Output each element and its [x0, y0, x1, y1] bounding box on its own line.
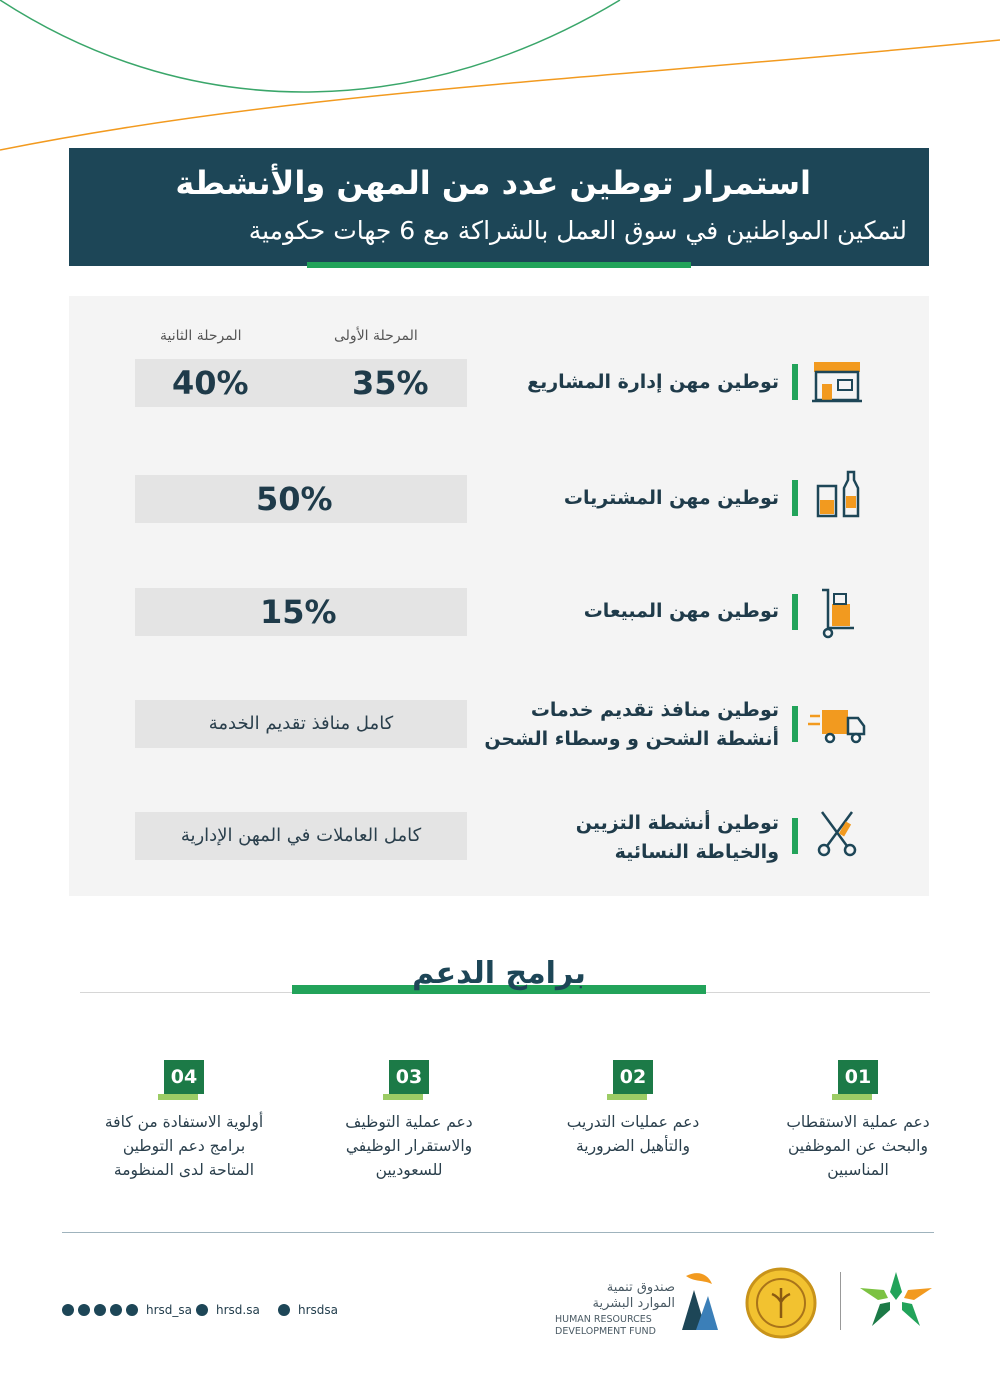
instagram-icon [78, 1304, 90, 1316]
row-label-project-management: توطين مهن إدارة المشاريع [527, 371, 779, 393]
row-value-cell [135, 475, 467, 523]
support-item-line: برامج دعم التوطين [122, 1137, 246, 1155]
page-subtitle: لتمكين المواطنين في سوق العمل بالشراكة مع 6 جهات حكومية [248, 216, 907, 245]
x-icon [62, 1304, 74, 1316]
row-marker [792, 364, 798, 400]
social-link-snapchat[interactable] [278, 1301, 338, 1319]
row-marker [792, 594, 798, 630]
phase-two-label: المرحلة الثانية [160, 328, 242, 344]
row-label-line: أنشطة الشحن و وسطاء الشحن [484, 728, 779, 750]
store-icon [808, 352, 868, 412]
support-item-number: 02 [613, 1060, 653, 1094]
delivery-truck-icon [808, 694, 868, 754]
row-value-cell [135, 359, 467, 407]
social-handle: hrsd.sa [216, 1303, 260, 1317]
fund-name-english [555, 1314, 675, 1338]
snapchat-icon [278, 1304, 290, 1316]
row-label-shipping [484, 696, 779, 754]
support-item-line: والاستقرار الوظيفي [345, 1137, 473, 1155]
support-item-line: المتاحة لدى المنظومة [113, 1161, 255, 1179]
row-value-cell [135, 812, 467, 860]
linkedin-icon [126, 1304, 138, 1316]
row-label-tailoring [576, 809, 779, 867]
fund-name-line: الموارد البشرية [592, 1296, 675, 1311]
phase-one-value: 35% [352, 364, 429, 402]
row-marker [792, 706, 798, 742]
support-item-number: 04 [164, 1060, 204, 1094]
support-item-02 [533, 1060, 733, 1158]
support-item-text [309, 1110, 509, 1182]
support-item-text [758, 1110, 958, 1182]
row-label-line: توطين أنشطة التزيين [575, 812, 779, 834]
support-item-line: والتأهيل الضرورية [575, 1137, 691, 1155]
social-link-hrsd_sa[interactable] [62, 1301, 192, 1319]
row-value: 15% [260, 593, 337, 631]
phase-two-value: 40% [172, 364, 249, 402]
title-underline [307, 262, 691, 268]
support-item-text [533, 1110, 733, 1158]
support-item-line: أولوية الاستفادة من كافة [104, 1113, 264, 1131]
youtube-icon [94, 1304, 106, 1316]
page-title: استمرار توطين عدد من المهن والأنشطة [175, 164, 811, 202]
row-value-cell [135, 700, 467, 748]
vision-emblem-icon [744, 1266, 818, 1340]
support-item-01 [758, 1060, 958, 1182]
social-handle: hrsd_sa [146, 1303, 193, 1317]
row-label-line: والخياطة النسائية [614, 841, 779, 863]
ministry-star-logo-icon [856, 1270, 936, 1330]
support-item-line: دعم عملية التوظيف [345, 1113, 473, 1131]
support-item-03 [309, 1060, 509, 1182]
facebook-icon [110, 1304, 122, 1316]
row-label-sales: توطين مهن المبيعات [583, 600, 779, 622]
support-item-line: للسعوديين [375, 1161, 443, 1179]
footer-divider [62, 1232, 934, 1233]
header-banner [69, 148, 929, 266]
social-handle: hrsdsa [298, 1303, 339, 1317]
row-marker [792, 480, 798, 516]
row-value-cell [135, 588, 467, 636]
fund-name-line: DEVELOPMENT FUND [555, 1326, 656, 1337]
support-item-line: دعم عملية الاستقطاب [786, 1113, 930, 1131]
tiktok-icon [196, 1304, 208, 1316]
support-item-number: 03 [389, 1060, 429, 1094]
fund-name-line: صندوق تنمية [606, 1280, 675, 1295]
hrdf-logo-icon [678, 1266, 720, 1332]
logo-divider [840, 1272, 841, 1330]
row-label-procurement: توطين مهن المشتريات [563, 487, 779, 509]
support-item-line: والبحث عن الموظفين [788, 1137, 928, 1155]
support-item-line: دعم عمليات التدريب [566, 1113, 700, 1131]
decorative-curves [0, 0, 1000, 170]
support-item-line: المناسبين [827, 1161, 889, 1179]
phase-one-label: المرحلة الأولى [334, 328, 418, 344]
row-marker [792, 818, 798, 854]
support-item-04 [84, 1060, 284, 1182]
scissors-icon [808, 804, 868, 864]
fund-name-line: HUMAN RESOURCES [555, 1314, 652, 1325]
fund-name-arabic [555, 1280, 675, 1312]
support-section-title: برامج الدعم [412, 956, 586, 991]
row-label-line: توطين منافذ تقديم خدمات [530, 699, 779, 721]
row-value-text: كامل العاملات في المهن الإدارية [180, 825, 422, 846]
row-value: 50% [256, 480, 333, 518]
hand-truck-icon [808, 582, 868, 642]
row-value-text: كامل منافذ تقديم الخدمة [208, 713, 394, 734]
support-item-number: 01 [838, 1060, 878, 1094]
bottles-icon [808, 466, 868, 526]
support-item-text [84, 1110, 284, 1182]
social-link-tiktok[interactable] [196, 1301, 260, 1319]
